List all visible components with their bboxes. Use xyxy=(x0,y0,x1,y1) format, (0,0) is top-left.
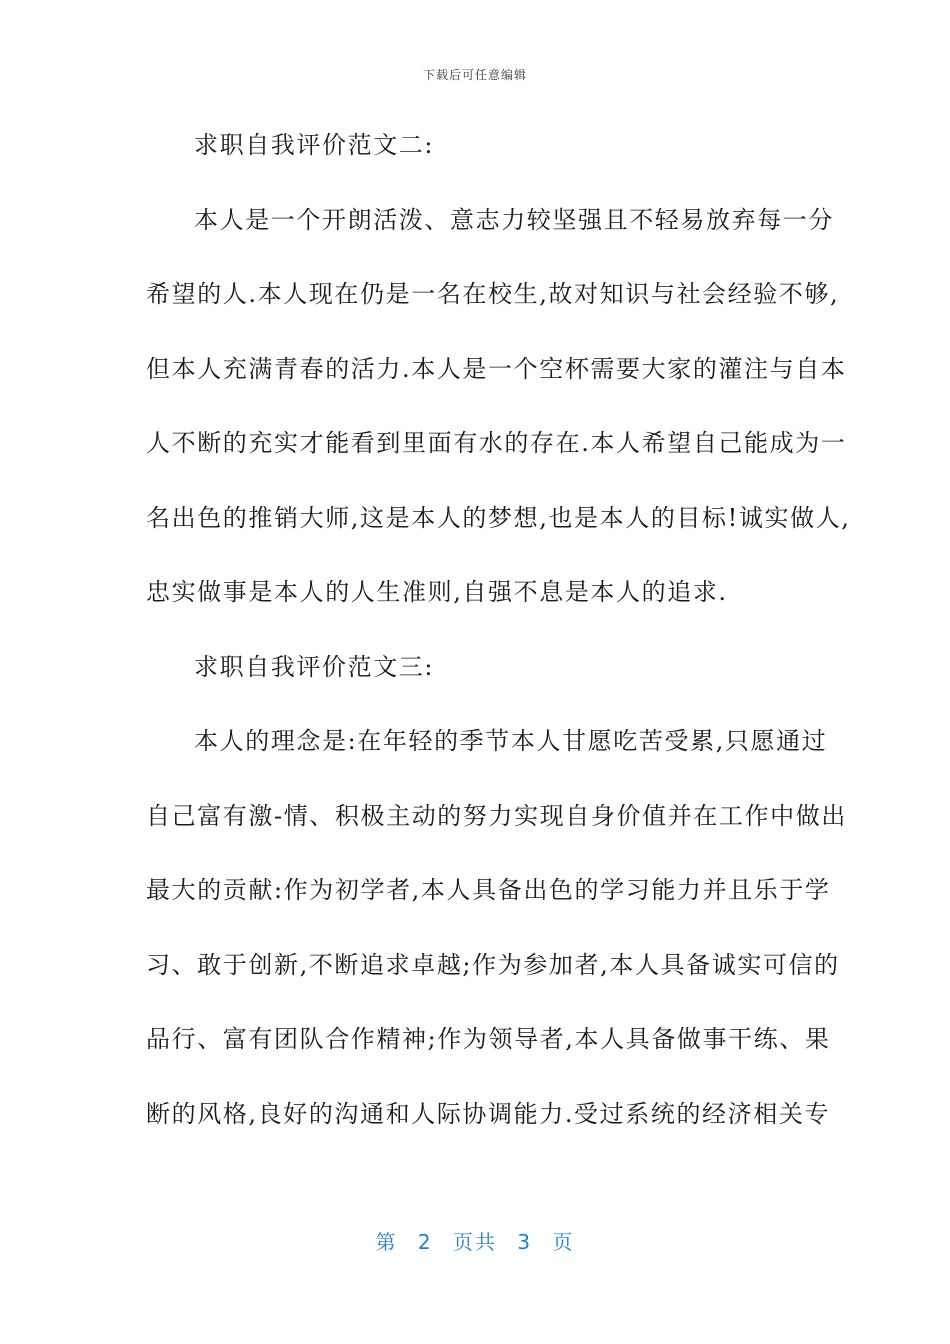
paragraph-line: 自己富有激-情、积极主动的努力实现自身价值并在工作中做出 xyxy=(146,801,847,830)
section-heading-2: 求职自我评价范文二: xyxy=(194,131,435,159)
paragraph-line: 品行、富有团队合作精神;作为领导者,本人具备做事干练、果 xyxy=(146,1025,831,1053)
section-heading-3: 求职自我评价范文三: xyxy=(194,652,435,681)
total-pages-number: 3 xyxy=(517,1230,533,1254)
paragraph-line: 但本人充满青春的活力.本人是一个空杯需要大家的灌注与自本 xyxy=(146,354,847,383)
footer-middle: 页共 xyxy=(453,1230,497,1254)
paragraph-line: 人不断的充实才能看到里面有水的存在.本人希望自己能成为一 xyxy=(146,429,847,457)
paragraph-line: 习、敢于创新,不断追求卓越;作为参加者,本人具备诚实可信的 xyxy=(146,950,840,979)
paragraph-line: 本人是一个开朗活泼、意志力较坚强且不轻易放弃每一分 xyxy=(194,205,834,234)
document-body xyxy=(146,122,851,1165)
current-page-number: 2 xyxy=(417,1230,433,1254)
footer-prefix: 第 xyxy=(375,1230,398,1254)
paragraph-line: 本人的理念是:在年轻的季节本人甘愿吃苦受累,只愿通过 xyxy=(194,727,828,755)
paragraph-line: 希望的人.本人现在仍是一名在校生,故对知识与社会经验不够, xyxy=(146,280,840,308)
page-header-note: 下载后可任意编辑 xyxy=(422,68,527,82)
footer-suffix: 页 xyxy=(552,1230,575,1254)
paragraph-line: 忠实做事是本人的人生准则,自强不息是本人的追求. xyxy=(146,578,728,606)
paragraph-line: 最大的贡献:作为初学者,本人具备出色的学习能力并且乐于学 xyxy=(146,876,831,904)
paragraph-line: 名出色的推销大师,这是本人的梦想,也是本人的目标!诚实做人, xyxy=(146,503,851,532)
page-number-footer xyxy=(0,1226,950,1255)
paragraph-line: 断的风格,良好的沟通和人际协调能力.受过系统的经济相关专 xyxy=(146,1099,831,1128)
